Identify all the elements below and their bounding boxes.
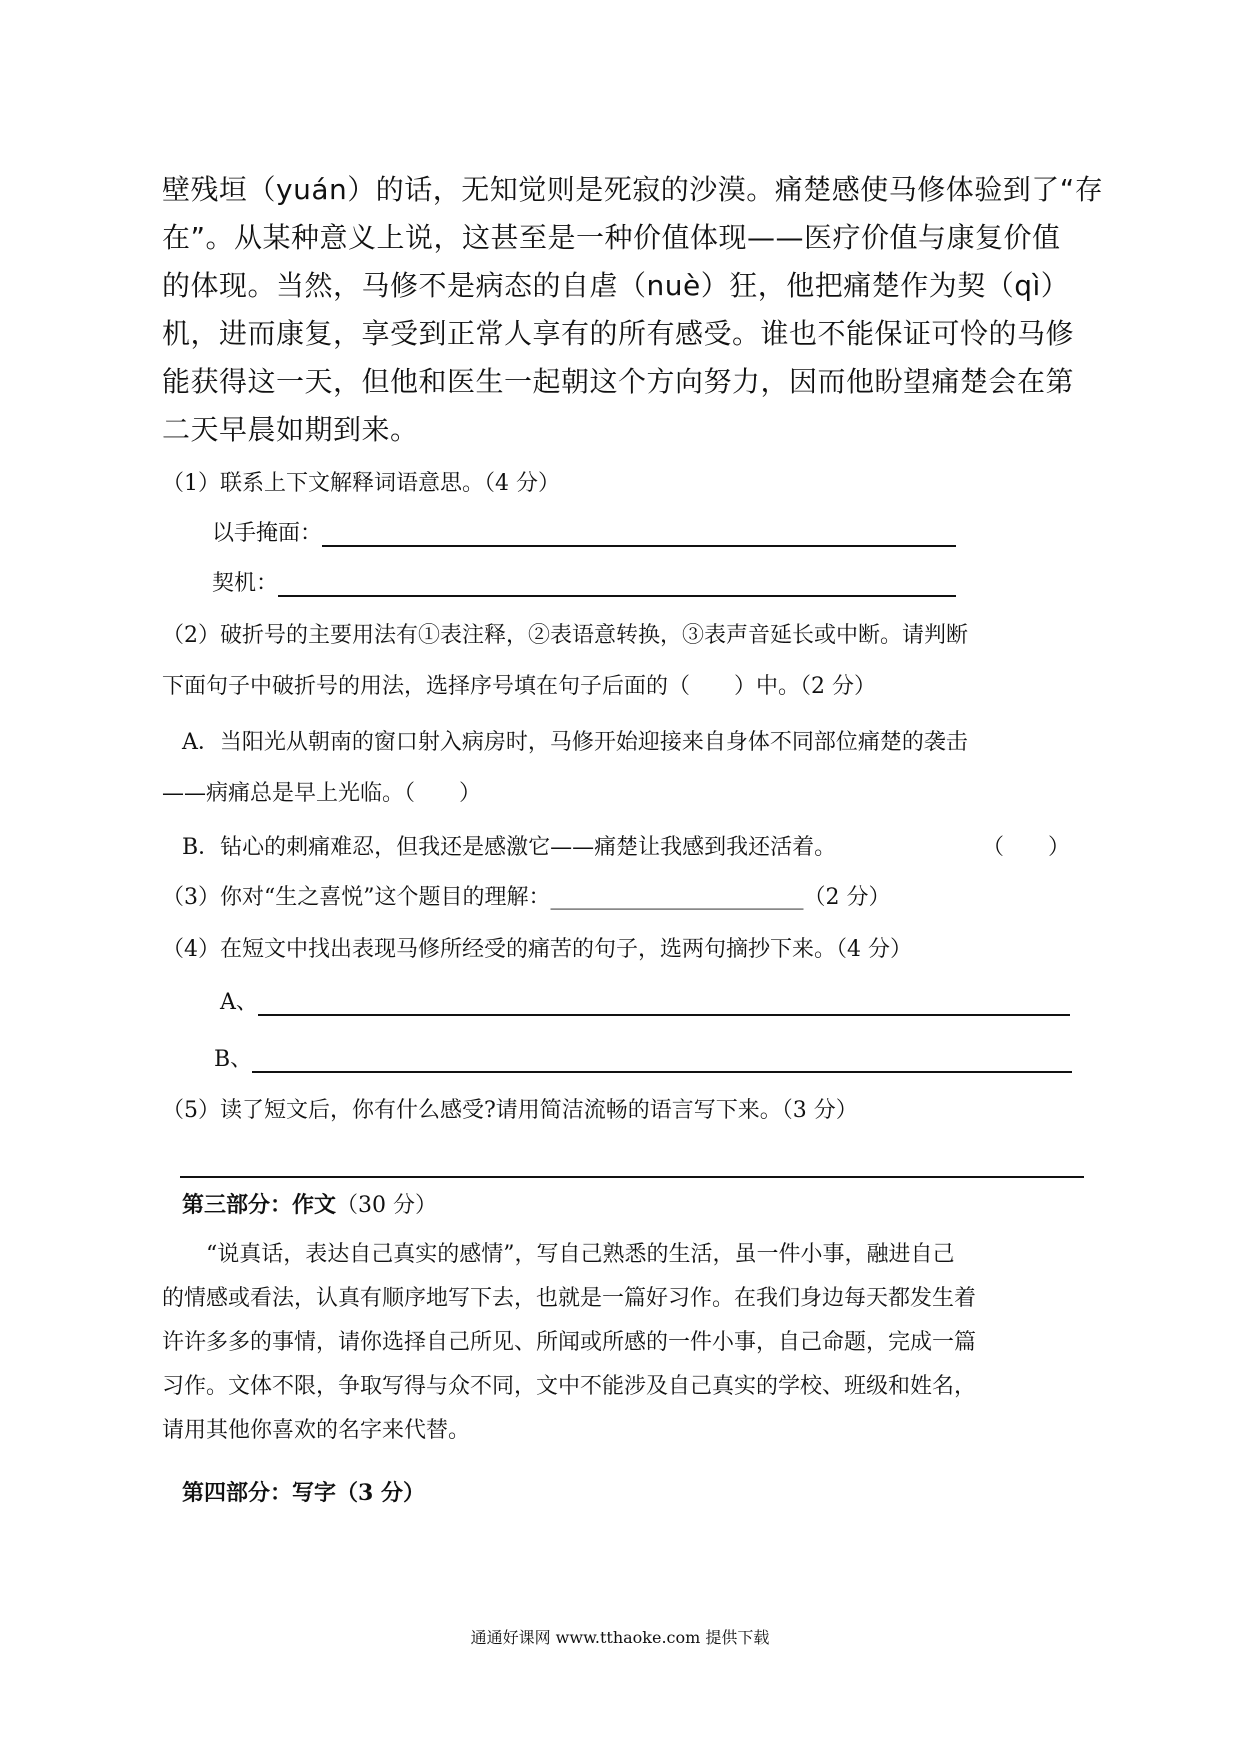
essay-line: 的情感或看法，认真有顺序地写下去，也就是一篇好习作。在我们身边每天都发生着 (162, 1286, 977, 1311)
question-2-sentence-b: B．钻心的刺痛难忍，但我还是感激它——痛楚让我感到我还活着。 (182, 835, 837, 860)
question-2-prompt-line-1: （2）破折号的主要用法有①表注释，②表语意转换，③表声音延长或中断。请判断 (162, 623, 968, 648)
question-2-sentence-a-line-1: A．当阳光从朝南的窗口射入病房时，马修开始迎接来自身体不同部位痛楚的袭击 (182, 730, 968, 755)
question-3-score: （2 分） (803, 885, 891, 910)
answer-label-a: A、 (220, 990, 258, 1015)
passage-line: 二天早晨如期到来。 (162, 413, 419, 446)
essay-prompt (162, 1233, 1092, 1453)
answer-blank-b[interactable] (252, 1047, 1072, 1073)
answer-blank-yishouyanmian[interactable] (322, 521, 956, 547)
answer-blank-qiji[interactable] (278, 571, 956, 597)
question-4-prompt: （4）在短文中找出表现马修所经受的痛苦的句子，选两句摘抄下来。（4 分） (162, 937, 912, 962)
essay-line: “说真话，表达自己真实的感情”，写自己熟悉的生活，虽一件小事，融进自己 (206, 1242, 955, 1267)
answer-blank-q5[interactable] (180, 1152, 1084, 1178)
question-5-prompt: （5）读了短文后，你有什么感受?请用简洁流畅的语言写下来。（3 分） (162, 1098, 858, 1123)
passage-line: 的体现。当然，马修不是病态的自虐（nuè）狂，他把痛楚作为契（qì） (162, 269, 1070, 302)
essay-line: 习作。文体不限，争取写得与众不同，文中不能涉及自己真实的学校、班级和姓名， (162, 1374, 977, 1399)
essay-line: 请用其他你喜欢的名字来代替。 (162, 1418, 471, 1443)
question-3-prompt: （3）你对“生之喜悦”这个题目的理解： (162, 885, 551, 910)
passage-line: 在”。从某种意义上说，这甚至是一种价值体现——医疗价值与康复价值 (162, 221, 1061, 254)
answer-label-b: B、 (214, 1047, 253, 1072)
question-1-item-2 (212, 569, 956, 599)
answer-blank-q3[interactable]: _______________________ (550, 885, 804, 910)
part-3-heading (182, 1190, 437, 1221)
part-4-heading: 第四部分：写字（3 分） (182, 1480, 425, 1506)
answer-paren-b[interactable]: （ ） (982, 835, 1071, 860)
question-4-answer-a (220, 988, 1070, 1018)
answer-blank-a[interactable] (258, 990, 1070, 1016)
passage-line: 壁残垣（yuán）的话，无知觉则是死寂的沙漠。痛楚感使马修体验到了“存 (162, 173, 1104, 206)
question-3 (162, 883, 891, 913)
question-1-item-1 (212, 519, 956, 549)
question-2-prompt-line-2: 下面句子中破折号的用法，选择序号填在句子后面的（ ）中。（2 分） (162, 674, 876, 699)
part-3-score: （30 分） (336, 1193, 438, 1218)
essay-line: 许许多多的事情，请你选择自己所见、所闻或所感的一件小事，自己命题，完成一篇 (162, 1330, 977, 1355)
part-3-title: 第三部分：作文 (182, 1192, 337, 1218)
page-footer: 通通好课网 www.tthaoke.com 提供下载 (470, 1628, 770, 1647)
passage-line: 能获得这一天，但他和医生一起朝这个方向努力，因而他盼望痛楚会在第 (162, 365, 1075, 398)
word-label-qiji: 契机： (212, 571, 279, 596)
question-2-sentence-a-line-2: ——病痛总是早上光临。（ ） (162, 781, 482, 806)
word-label-yishouyanmian: 以手掩面： (212, 521, 323, 546)
passage-line: 机，进而康复，享受到正常人享有的所有感受。谁也不能保证可怜的马修 (162, 317, 1075, 350)
question-4-answer-b (214, 1045, 1072, 1075)
reading-passage (162, 166, 1104, 454)
question-1-prompt: （1）联系上下文解释词语意思。（4 分） (162, 471, 560, 496)
question-5-answer (180, 1150, 1084, 1180)
